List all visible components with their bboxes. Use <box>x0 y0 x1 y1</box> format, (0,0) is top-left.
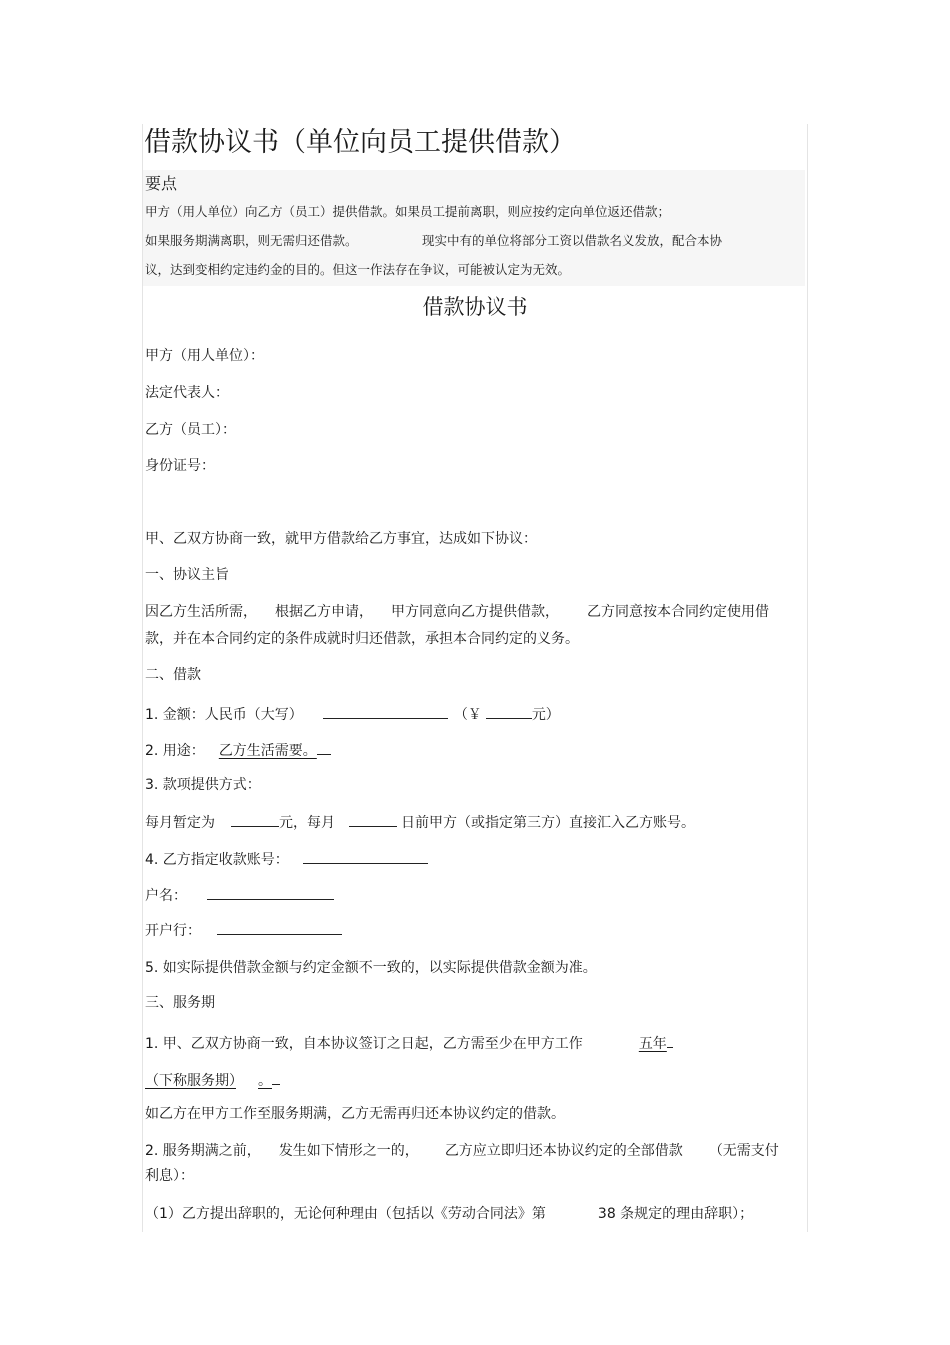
clause-text: 乙方同意按本合同约定使用借 <box>587 604 769 620</box>
early-termination-clause-cont: 利息）： <box>145 1168 194 1184</box>
monthly-amount-blank[interactable] <box>231 810 279 827</box>
section-1-title: 一、协议主旨 <box>145 567 229 583</box>
clause-text: 发生如下情形之一的， <box>278 1143 419 1159</box>
service-period-clause-cont <box>145 1068 280 1092</box>
account-name-line <box>145 883 334 907</box>
contract-title: 借款协议书 <box>422 295 528 319</box>
monthly-day-blank[interactable] <box>349 810 397 827</box>
purpose-underline <box>317 738 331 755</box>
legal-rep-label: 法定代表人： <box>145 385 229 401</box>
clause-text: （无需支付 <box>708 1143 779 1159</box>
section-3-title: 三、服务期 <box>145 995 215 1011</box>
clause-text: 每月暂定为 <box>145 815 215 831</box>
intro-paragraph: 甲、乙双方协商一致，就甲方借款给乙方事宜，达成如下协议： <box>145 531 537 547</box>
clause-text: 2. 服务期满之前， <box>145 1143 261 1159</box>
purpose-value: 乙方生活需要。 <box>218 743 317 759</box>
clause-text: （下称服务期） <box>145 1073 236 1089</box>
id-number-label: 身份证号： <box>145 458 215 474</box>
clause-text: 根据乙方申请， <box>275 604 373 620</box>
clause-text: 38 条规定的理由辞职）； <box>597 1206 754 1222</box>
clause-text: 甲方同意向乙方提供借款， <box>391 604 559 620</box>
monthly-payment-line <box>145 810 695 834</box>
purpose-label: 2. 用途： <box>145 743 205 759</box>
resignation-item <box>145 1203 753 1225</box>
document-title: 借款协议书（单位向员工提供借款） <box>144 127 576 158</box>
account-name-label: 户名： <box>145 888 187 904</box>
key-points-line: 如果服务期满离职，则无需归还借款。 <box>145 233 358 248</box>
account-blank[interactable] <box>303 847 428 864</box>
key-points-heading: 要点 <box>145 174 178 193</box>
service-period-paragraph: 如乙方在甲方工作至服务期满，乙方无需再归还本协议约定的借款。 <box>145 1106 565 1122</box>
account-label: 4. 乙方指定收款账号： <box>145 852 289 868</box>
bank-label: 开户行： <box>145 923 201 939</box>
amount-line <box>145 702 560 726</box>
amount-words-blank[interactable] <box>323 702 448 719</box>
service-years: 五年 <box>638 1036 667 1052</box>
purpose-line <box>145 738 331 762</box>
section-1-paragraph-cont: 款，并在本合同约定的条件成就时归还借款，承担本合同约定的义务。 <box>145 631 579 647</box>
section-2-title: 二、借款 <box>145 667 201 683</box>
party-b-label: 乙方（员工）： <box>145 422 236 438</box>
payment-method-label: 3. 款项提供方式： <box>145 777 261 793</box>
key-points-line: 甲方（用人单位）向乙方（员工）提供借款。如果员工提前离职，则应按约定向单位返还借款； <box>145 204 671 219</box>
clause-text: （1）乙方提出辞职的，无论何种理由（包括以《劳动合同法》第 <box>145 1206 546 1222</box>
clause-text: 。 <box>258 1073 272 1089</box>
service-period-clause <box>145 1031 673 1055</box>
amount-number-blank[interactable] <box>486 702 532 719</box>
key-points-line: 议，达到变相约定违约金的目的。但这一作法存在争议，可能被认定为无效。 <box>145 262 571 277</box>
bank-line <box>145 918 342 942</box>
clause-underline <box>272 1068 280 1085</box>
clause-text: 元，每月 <box>279 815 335 831</box>
service-years-underline <box>667 1031 673 1048</box>
item-5: 5. 如实际提供借款金额与约定金额不一致的，以实际提供借款金额为准。 <box>145 960 597 976</box>
account-line <box>145 847 428 871</box>
clause-text: 1. 甲、乙双方协商一致，自本协议签订之日起，乙方需至少在甲方工作 <box>145 1036 583 1052</box>
section-1-paragraph <box>145 601 769 623</box>
amount-paren-open: （￥ <box>453 707 482 723</box>
bank-blank[interactable] <box>217 918 342 935</box>
amount-label: 1. 金额：人民币（大写） <box>145 707 303 723</box>
document-page <box>142 124 808 1232</box>
account-name-blank[interactable] <box>207 883 334 900</box>
clause-text: 因乙方生活所需， <box>145 604 257 620</box>
party-a-label: 甲方（用人单位）： <box>145 348 264 364</box>
clause-text: 日前甲方（或指定第三方）直接汇入乙方账号。 <box>401 815 695 831</box>
early-termination-clause <box>145 1140 779 1162</box>
clause-text: 乙方应立即归还本协议约定的全部借款 <box>444 1143 683 1159</box>
amount-paren-close: 元） <box>531 707 560 723</box>
key-points-line: 现实中有的单位将部分工资以借款名义发放，配合本协 <box>422 233 723 248</box>
